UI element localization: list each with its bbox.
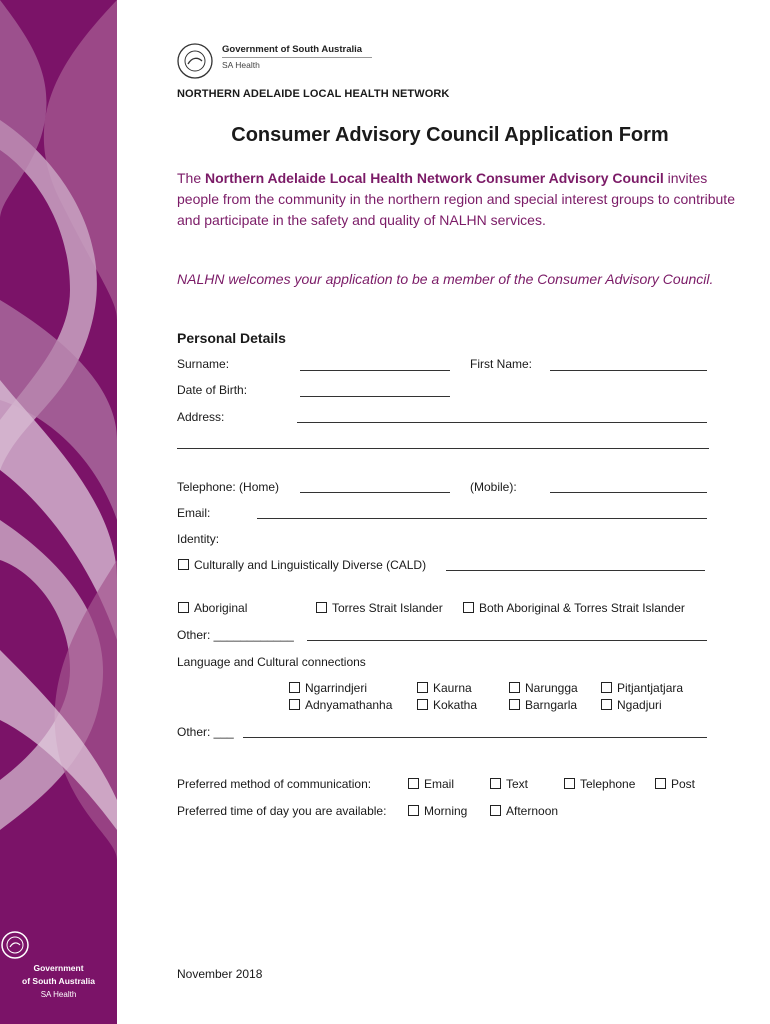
checkbox-icon[interactable] (509, 699, 520, 710)
method-label: Email (424, 777, 455, 791)
checkbox-icon[interactable] (289, 682, 300, 693)
dob-label: Date of Birth: (177, 383, 248, 397)
language-option[interactable] (601, 681, 683, 695)
checkbox-icon[interactable] (601, 699, 612, 710)
language-option[interactable] (289, 698, 392, 712)
intro-rest: invites people from the community in the northern region and special interest groups to contribute and participate in the safety and quality of NALHN services. (177, 170, 735, 228)
identity-other-field[interactable] (307, 640, 707, 641)
address-field-line1[interactable] (297, 422, 707, 423)
sidebar-gov-line1: Government (33, 963, 84, 973)
checkbox-icon[interactable] (490, 805, 501, 816)
checkbox-icon[interactable] (509, 682, 520, 693)
language-option[interactable] (417, 681, 472, 695)
language-label: Kaurna (433, 681, 472, 695)
pref-time-label: Preferred time of day you are available: (177, 804, 387, 818)
intro-paragraph (177, 168, 737, 231)
torres-label: Torres Strait Islander (332, 601, 443, 615)
cald-label: Culturally and Linguistically Diverse (CALD) (194, 558, 427, 572)
method-label: Telephone (580, 777, 636, 791)
language-option[interactable] (289, 681, 367, 695)
first-name-field[interactable] (550, 370, 707, 371)
email-field[interactable] (257, 518, 707, 519)
time-option[interactable] (408, 804, 467, 818)
dob-field[interactable] (300, 396, 450, 397)
both-label: Both Aboriginal & Torres Strait Islander (479, 601, 685, 615)
method-label: Post (671, 777, 696, 791)
ribbon-graphic (0, 0, 117, 1024)
language-label: Kokatha (433, 698, 478, 712)
surname-field[interactable] (300, 370, 450, 371)
intro-prefix: The (177, 170, 206, 186)
header-gov-sub: SA Health (222, 57, 372, 70)
checkbox-icon[interactable] (490, 778, 501, 789)
checkbox-icon[interactable] (564, 778, 575, 789)
identity-label: Identity: (177, 532, 220, 546)
torres-option[interactable] (316, 601, 443, 615)
checkbox-icon[interactable] (655, 778, 666, 789)
time-label: Morning (424, 804, 468, 818)
language-label: Narungga (525, 681, 578, 695)
time-option[interactable] (490, 804, 558, 818)
method-option[interactable] (490, 777, 528, 791)
language-label: Pitjantjatjara (617, 681, 684, 695)
identity-other-label: Other: ____________ (177, 628, 294, 642)
footer-date: November 2018 (177, 967, 263, 981)
checkbox-icon[interactable] (417, 682, 428, 693)
welcome-text: NALHN welcomes your application to be a member of the Consumer Advisory Council. (177, 271, 714, 287)
state-seal-icon (176, 42, 214, 80)
language-other-label: Other: ___ (177, 725, 234, 739)
sidebar-logo (0, 930, 117, 999)
method-label: Text (506, 777, 529, 791)
checkbox-icon[interactable] (408, 778, 419, 789)
language-label: Ngarrindjeri (305, 681, 368, 695)
cald-option[interactable] (178, 558, 426, 572)
checkbox-icon[interactable] (178, 559, 189, 570)
language-label: Barngarla (525, 698, 578, 712)
language-heading: Language and Cultural connections (177, 655, 366, 669)
address-field-line2[interactable] (177, 448, 709, 449)
sidebar-sa-health: SA Health (40, 990, 77, 999)
aboriginal-label: Aboriginal (194, 601, 248, 615)
header-logo (176, 42, 372, 80)
language-option[interactable] (509, 698, 577, 712)
telephone-home-label: Telephone: (Home) (177, 480, 280, 494)
language-option[interactable] (601, 698, 662, 712)
surname-label: Surname: (177, 357, 230, 371)
aboriginal-option[interactable] (178, 601, 247, 615)
checkbox-icon[interactable] (417, 699, 428, 710)
mobile-label: (Mobile): (470, 480, 517, 494)
state-seal-icon (0, 930, 30, 960)
personal-details-heading: Personal Details (177, 330, 286, 346)
method-option[interactable] (408, 777, 454, 791)
pref-method-label: Preferred method of communication: (177, 777, 372, 791)
checkbox-icon[interactable] (289, 699, 300, 710)
page-title: Consumer Advisory Council Application Form (231, 124, 669, 146)
language-other-field[interactable] (243, 737, 707, 738)
telephone-home-field[interactable] (300, 492, 450, 493)
both-option[interactable] (463, 601, 685, 615)
mobile-field[interactable] (550, 492, 707, 493)
language-label: Ngadjuri (617, 698, 662, 712)
method-option[interactable] (655, 777, 695, 791)
checkbox-icon[interactable] (178, 602, 189, 613)
checkbox-icon[interactable] (601, 682, 612, 693)
intro-council-name: Northern Adelaide Local Health Network Consumer Advisory Council (205, 170, 664, 186)
address-label: Address: (177, 410, 225, 424)
language-label: Adnyamathanha (305, 698, 393, 712)
cald-field[interactable] (446, 570, 705, 571)
network-name: NORTHERN ADELAIDE LOCAL HEALTH NETWORK (177, 88, 450, 100)
first-name-label: First Name: (470, 357, 533, 371)
method-option[interactable] (564, 777, 635, 791)
header-gov-title: Government of South Australia (222, 44, 363, 55)
sidebar-gov-line2: of South Australia (22, 976, 95, 986)
checkbox-icon[interactable] (463, 602, 474, 613)
decorative-sidebar (0, 0, 117, 1024)
email-label: Email: (177, 506, 211, 520)
language-option[interactable] (417, 698, 477, 712)
checkbox-icon[interactable] (316, 602, 327, 613)
time-label: Afternoon (506, 804, 559, 818)
checkbox-icon[interactable] (408, 805, 419, 816)
language-option[interactable] (509, 681, 578, 695)
